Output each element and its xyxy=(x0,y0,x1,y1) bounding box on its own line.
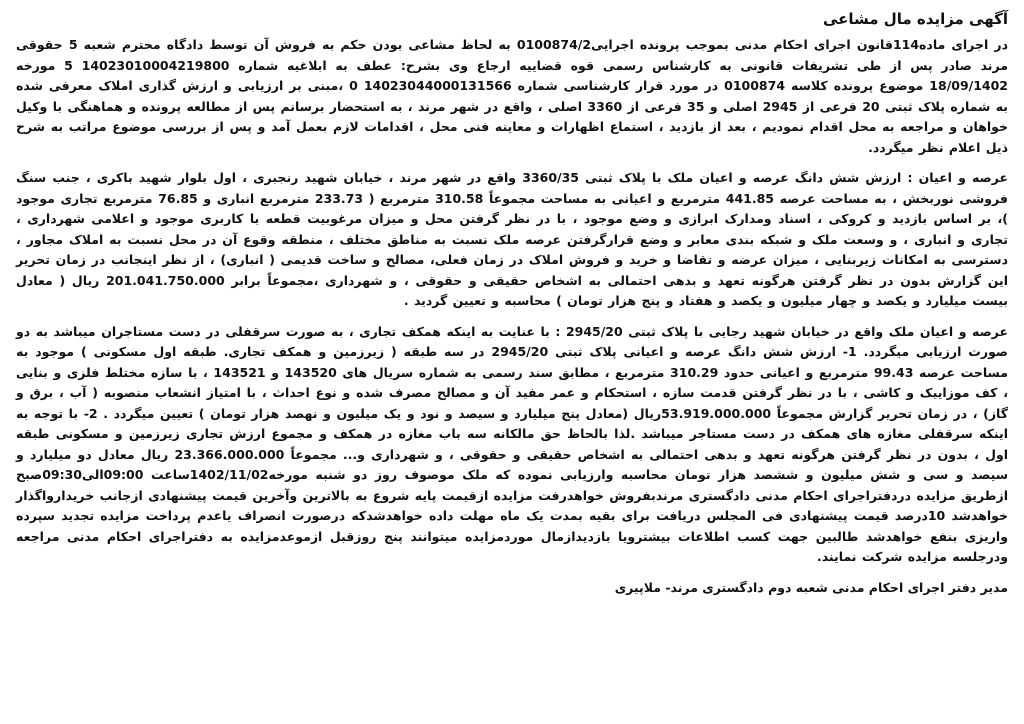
property-3360-35-paragraph: عرصه و اعیان : ارزش شش دانگ عرصه و اعیان ملک با پلاک ثبتی 3360/35 واقع در شهر مرند ، خیابان شهید رنجبری ، اول بلوار شهید باکری ، جنب سنگ فروشی نوربخش ، به مساحت عرصه 441.85 مترمربع و اعیانی به مساحت مجموعاً 310.58 مترمربع ( 233.73 مترمربع انباری و 76.85 مترمربع تجاری موجود )، بر اساس بازدید و کروکی ، اسناد ومدارک ابرازی و وضع موجود ، با در نظر گرفتن محل و میزان مرغوبیت قطعه با کاربری موجود و اعلامی شهرداری ، تجاری و انباری ، و وسعت ملک و شبکه بندی معابر و وضع قرارگرفتن عرصه ملک نسبت به مناطق مختلف ، منطقه وقوع آن در محل نسبت به املاک مجاور ، دسترسی به امکانات زیربنایی ، میزان عرضه و تقاضا و خرید و فروش املاک در زمان فعلی، مصالح و ساخت قدیمی ( انباری) ، از نظر اینجانب در زمان تحریر این گزارش بدون در نظر گرفتن هرگونه تعهد و بدهی احتمالی به اشخاص حقیقی و حقوقی ، و شهرداری ،مجموعاً برابر 201.041.750.000 ریال ( معادل بیست میلیارد و یکصد و چهار میلیون و یکصد و هفتاد و پنج هزار تومان ) محاسبه و تعیین گردید . xyxy=(16,170,1009,308)
signature-line: مدیر دفتر اجرای احکام مدنی شعبه دوم دادگستری مرند- ملاپیری xyxy=(614,579,1008,595)
auction-notice xyxy=(16,8,1008,598)
intro-paragraph: در اجرای ماده114قانون اجرای احکام مدنی بموجب پرونده اجرایی0100874/2 به لحاظ مشاعی بودن حکم به فروش آن توسط دادگاه محترم شعبه 5 حقوقی مرند صادر پس از طی تشریفات قانونی به کارشناس رسمی قوه قضاییه ارجاع وی بشرح: عطف به ابلاغیه شماره 14023010004219800 5 مورخه 18/09/1402 موضوع پرونده کلاسه 0100874 در مورد قرار کارشناسی شماره 14023044000131566 0 ،مبنی بر ارزیابی و ارزش گذاری املاک معرفی شده به شماره پلاک ثبتی 20 فرعی از 2945 اصلی و 35 فرعی از 3360 اصلی ، واقع در شهر مرند ، به استحضار برسانم پس از مطالعه پرونده و هماهنگی با وکیل خواهان و مراجعه به محل اقدام نمودیم ، بعد از بازدید ، استماع اظهارات و معاینه فنی محل ، اقدامات لازم بعمل آمد و پس از بررسی موضوع مراتب به شرح ذیل اعلام نظر میگردد. xyxy=(16,37,1009,155)
notice-title: آگهی مزایده مال مشاعی xyxy=(822,10,1008,28)
property-2945-20-paragraph: عرصه و اعیان ملک واقع در خیابان شهید رجایی با پلاک ثبتی 2945/20 : با عنایت به اینکه همکف تجاری ، به صورت سرقفلی در دست مستاجران میباشد به دو صورت ارزیابی میگردد. 1- ارزش شش دانگ عرصه و اعیانی پلاک ثبتی 2945/20 در سه طبقه ( زیرزمین و همکف تجاری. طبقه اول مسکونی ) موجود به مساحت عرصه 99.43 مترمربع و اعیانی حدود 310.29 مترمربع ، مطابق سند رسمی به شماره سریال های 143520 و 143521 ، با سازه مختلط فلزی و بنایی ، کف موزاییک و کاشی ، با در نظر گرفتن قدمت سازه ، استحکام و عمر مفید آن و مصالح مصرف شده و نوع احداث ، با امتیاز انشعاب منصوبه ( آب ، برق و گاز) ، در زمان تحریر گزارش مجموعاً 53.919.000.000ریال (معادل پنج میلیارد و سیصد و نود و یک میلیون و نهصد هزار تومان ) تعیین میگردد . 2- با توجه به اینکه سرقفلی مغازه های همکف در دست مستاجر میباشد .لذا بالحاظ حق مالکانه سه باب مغازه در همکف و مجموع ارزش تجاری زیرزمین و مسکونی طبقه اول ، بدون در نظر گرفتن هرگونه تعهد و بدهی احتمالی به اشخاص حقیقی و حقوقی ، و شهرداری و... مجموعاً 23.366.000.000 ریال معادل دو میلیارد و سیصد و سی و شش میلیون و ششصد هزار تومان محاسبه وارزیابی نموده که ملک موصوف روز دو شنبه مورخه1402/11/02ساعت 09:00الی09:30صبح ازطریق مزایده دردفتراجرای احکام مدنی دادگستری مرندبفروش خواهدرفت مزایده ازقیمت پایه شروع به بالاترین وآخرین قیمت پیشنهادی ازجانب خریدارواگذار خواهدشد 10درصد قیمت پیشنهادی فی المجلس دریافت برای بقیه بمدت یک ماه مهلت داده خواهدشدکه درصورت انصراف یاعدم پرداخت مزایده تجدید سپرده واریزی بنفع خواهدشد طالبین جهت کسب اطلاعات بیشترویا بازدیدازمال موردمزایده میتوانند پنج روزقبل ازموعدمزایده به دفتراجرای احکام مدنی مراجعه ودرجلسه مزایده شرکت نمایند. xyxy=(16,323,1009,564)
